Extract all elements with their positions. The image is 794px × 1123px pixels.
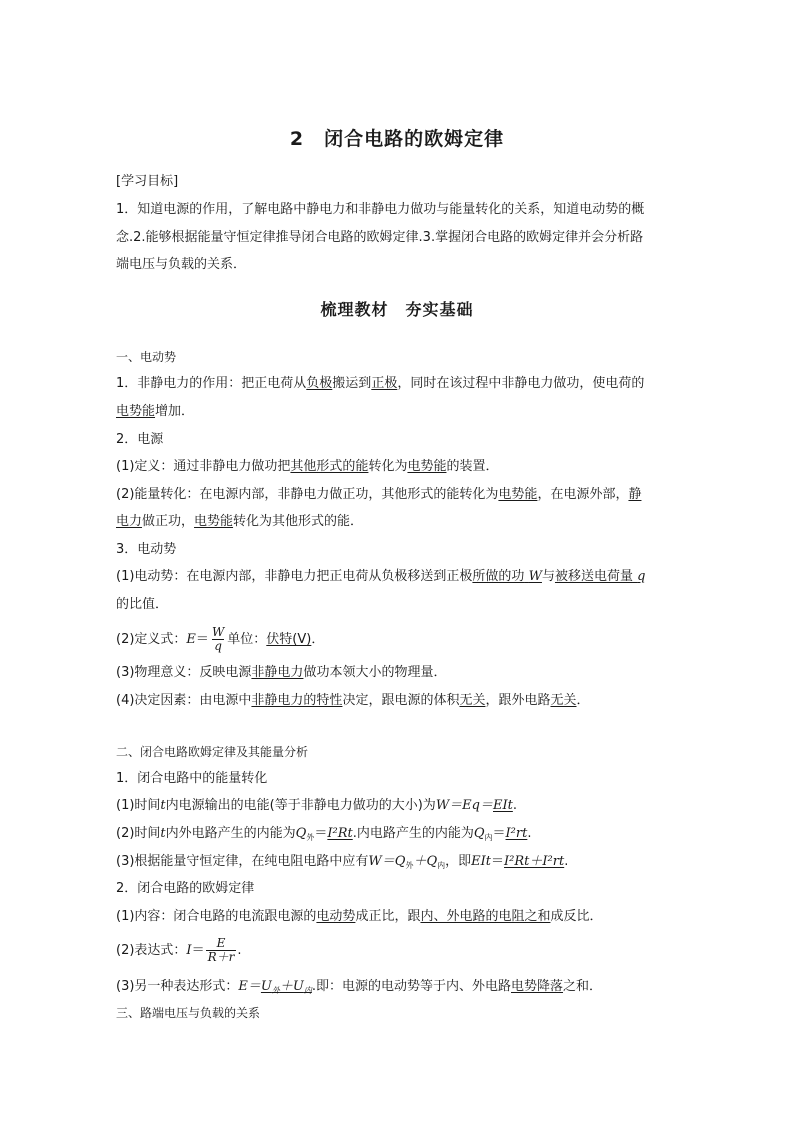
blank-answer: 电势能 (407, 459, 447, 474)
denominator: R＋r (207, 950, 235, 964)
math-var: Q (473, 826, 485, 841)
s1-p3-4 (116, 692, 590, 710)
text: 成正比，跟 (355, 909, 421, 924)
text: ． (311, 632, 325, 647)
text: (1)定义：通过非静电力做功把 (116, 459, 291, 474)
blank-answer: 无关 (550, 693, 577, 708)
s1-p3-3 (116, 664, 446, 682)
blank-answer (261, 979, 312, 994)
blank-answer: I²rt (505, 826, 528, 841)
s2-p1-1 (116, 797, 517, 815)
s1-p3-2 (116, 626, 324, 653)
text: 内外电路产生的内能为 (165, 826, 296, 841)
subscript: 外 (306, 833, 315, 842)
goals-line-1: 1．知道电源的作用，了解电路中静电力和非静电力做功与能量转化的关系，知道电动势的概 (116, 202, 645, 217)
text: 做正功， (142, 514, 195, 529)
math-var: E (186, 632, 196, 647)
numerator: E (216, 936, 226, 950)
subscript: 内 (303, 986, 312, 995)
blank-answer: I²Rt (327, 826, 353, 841)
text: 被移送电荷量 (554, 569, 633, 584)
s1-p3-1-line1 (116, 568, 645, 586)
math-expr: E＝ (238, 979, 261, 994)
text: ，跟外电路 (485, 693, 551, 708)
text: 搬运到 (332, 376, 372, 391)
s2-p1-2 (116, 825, 531, 847)
s1-p1-line1 (116, 375, 644, 393)
text: (1)内容：闭合电路的电流跟电源的 (116, 909, 317, 924)
s2-p2-3 (116, 978, 602, 1000)
s2-p1-3 (116, 853, 568, 875)
blank-answer: 静 (628, 487, 642, 502)
numerator: W (211, 625, 225, 639)
text: 1．非静电力的作用：把正电荷从 (116, 376, 307, 391)
s1-p2: 2．电源 (116, 432, 164, 447)
math-var: t (160, 826, 166, 841)
blank-answer (472, 569, 542, 584)
blank-answer (555, 569, 645, 584)
s1-p2-1 (116, 458, 498, 476)
denominator: q (214, 639, 222, 653)
text: .内电路产生的内能为 (352, 826, 474, 841)
blank-answer: 其他形式的能 (290, 459, 369, 474)
text: ，即 (445, 854, 472, 869)
fraction (206, 937, 237, 964)
blank-answer: 电势能 (194, 514, 234, 529)
blank-answer: EIt (493, 798, 513, 813)
section-3-heading: 三、路端电压与负载的关系 (116, 1006, 261, 1020)
goals-header: [学习目标] (116, 174, 179, 189)
blank-answer: 非静电力的特性 (251, 693, 343, 708)
text: ＝ (491, 854, 505, 869)
text: . (564, 854, 569, 869)
text: . (237, 943, 242, 958)
math-var: Q (295, 826, 307, 841)
text: 所做的功 (472, 569, 525, 584)
s2-p2-1 (116, 908, 602, 926)
blank-answer: I²Rt＋I²rt (504, 854, 565, 869)
section-subtitle: 梳理教材 夯实基础 (320, 300, 474, 319)
s1-p3-1-line2: 的比值． (116, 597, 169, 612)
s2-p2-2 (116, 937, 242, 964)
text: (2)定义式： (116, 632, 187, 647)
s2-p2: 2．闭合电路的欧姆定律 (116, 881, 255, 896)
text: . (512, 798, 517, 813)
blank-answer: 电势降落 (511, 979, 564, 994)
blank-answer: 电动势 (316, 909, 356, 924)
math-expr: EIt (471, 854, 492, 869)
blank-answer: 负极 (306, 376, 333, 391)
text: 转化为其他形式的能． (233, 514, 364, 529)
text: ． (576, 693, 590, 708)
math-var: I (186, 943, 192, 958)
text: 转化为 (368, 459, 408, 474)
text: (3)根据能量守恒定律，在纯电阻电路中应有 (116, 854, 369, 869)
text: ，同时在该过程中非静电力做功，使电荷的 (397, 376, 645, 391)
text: 成反比． (550, 909, 603, 924)
math-expr: W＝Eq＝ (435, 798, 493, 813)
section-2-heading: 二、闭合电路欧姆定律及其能量分析 (116, 745, 309, 759)
blank-answer: 电势能 (498, 487, 538, 502)
text: (1)电动势：在电源内部，非静电力把正电荷从负极移送到正极 (116, 569, 473, 584)
math-var: W (528, 569, 542, 584)
s2-p1: 1．闭合电路中的能量转化 (116, 771, 268, 786)
math-expr: ＋Q (413, 854, 438, 869)
subscript: 内 (437, 861, 446, 870)
text: 与 (541, 569, 555, 584)
s1-p1-line2 (116, 403, 194, 421)
blank-answer: 电力 (116, 514, 143, 529)
fraction (210, 626, 226, 653)
subscript: 内 (484, 833, 493, 842)
s1-p2-2-line2 (116, 513, 363, 531)
text: 做功本领大小的物理量． (303, 665, 447, 680)
goals-line-3: 端电压与负载的关系． (116, 257, 247, 272)
blank-answer: 电势能 (116, 404, 156, 419)
text: (4)决定因素：由电源中 (116, 693, 252, 708)
subscript: 外 (271, 986, 280, 995)
subscript: 外 (405, 861, 414, 870)
s1-p2-2-line1 (116, 486, 641, 504)
text: .即：电源的电动势等于内、外电路 (311, 979, 511, 994)
s1-p3: 3．电动势 (116, 542, 177, 557)
blank-answer: 正极 (371, 376, 398, 391)
text: ，在电源外部， (537, 487, 629, 502)
goals-line-2: 念.2.能够根据能量守恒定律推导闭合电路的欧姆定律.3.掌握闭合电路的欧姆定律并会分析路 (116, 230, 644, 245)
text: (1)时间 (116, 798, 161, 813)
math-var: W (368, 854, 382, 869)
text: 决定，跟电源的体积 (342, 693, 460, 708)
blank-answer: 伏特(V) (266, 632, 312, 647)
text: 单位： (227, 632, 267, 647)
math-expr: ＋U (279, 979, 304, 994)
section-1-heading: 一、电动势 (116, 350, 177, 364)
blank-answer: 非静电力 (251, 665, 304, 680)
text: ＝ (195, 632, 209, 647)
text: (2)能量转化：在电源内部，非静电力做正功，其他形式的能转化为 (116, 487, 499, 502)
text: . (527, 826, 532, 841)
math-var: t (160, 798, 166, 813)
math-var: q (637, 569, 646, 584)
text: 之和． (563, 979, 603, 994)
text: (3)物理意义：反映电源 (116, 665, 252, 680)
text: ＝ (314, 826, 328, 841)
text: 增加． (155, 404, 195, 419)
math-var: U (260, 979, 272, 994)
text: ＝ (191, 943, 205, 958)
blank-answer: 内、外电路的电阻之和 (420, 909, 551, 924)
math-expr: ＝Q (381, 854, 406, 869)
text: 的装置． (446, 459, 499, 474)
blank-answer: 无关 (459, 693, 486, 708)
page-title: 2 闭合电路的欧姆定律 (289, 128, 505, 150)
text: (2)时间 (116, 826, 161, 841)
text: (2)表达式： (116, 943, 187, 958)
text: ＝ (492, 826, 506, 841)
text: (3)另一种表达形式： (116, 979, 239, 994)
text: 内电源输出的电能(等于非静电力做功的大小)为 (165, 798, 436, 813)
